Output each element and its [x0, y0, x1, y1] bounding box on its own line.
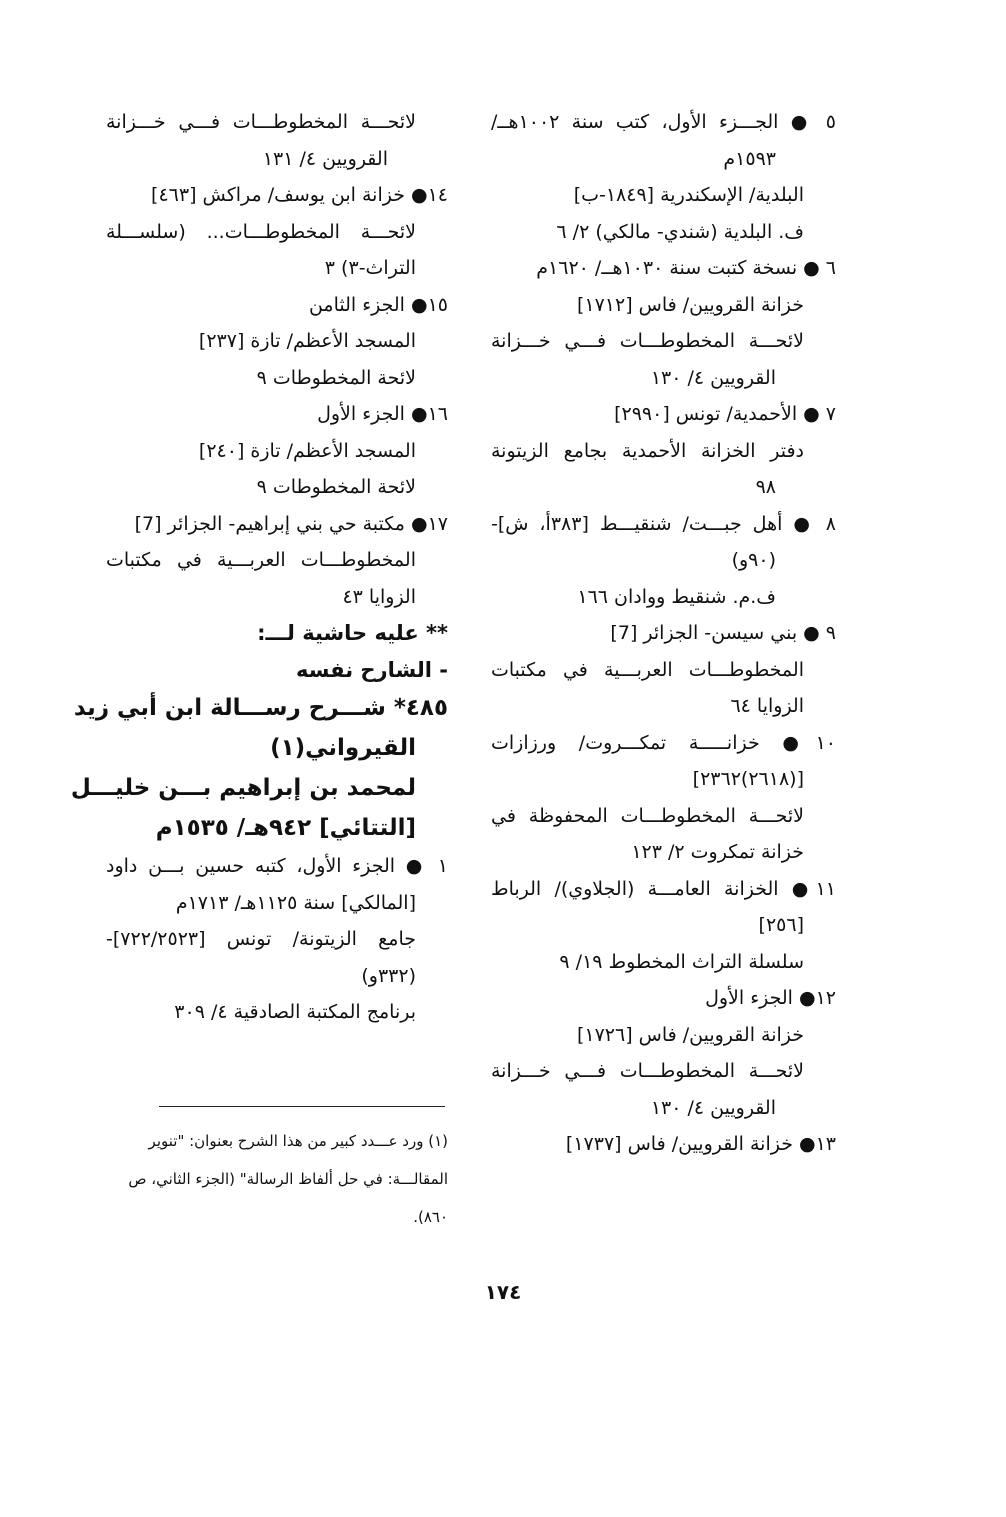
- text-line: (٣٣٢و): [361, 964, 416, 987]
- text-line: المسجد الأعظم/ تازة [٢٤٠]: [198, 439, 416, 462]
- text-line: الزوايا ٤٣: [342, 585, 416, 608]
- text-line: [(٢٦١٨)٢٣٦٢]: [692, 768, 804, 790]
- text-line: (٩٠و): [731, 549, 776, 571]
- text-line: خزانة القرويين/ فاس [١٧١٢]: [576, 293, 804, 316]
- text-line: لائحـــة المخطوطـــات فـــي خـــزانة: [491, 330, 804, 352]
- text-line: [التتائي] ٩٤٢هـ/ ١٥٣٥م: [155, 815, 416, 841]
- text-line: المخطوطـــات العربـــية في مكتبات: [491, 658, 804, 681]
- footnote-line: (١) ورد عـــدد كبير من هذا الشرح بعنوان: "تنوير: [148, 1132, 448, 1150]
- text-line: ف. البلدية (شندي- مالكي) ٢/ ٦: [556, 220, 804, 243]
- text-line: ٥ ● الجـــزء الأول، كتب سنة ١٠٠٢هــ/: [491, 111, 836, 133]
- text-line: [المالكي] سنة ١١٢٥هـ/ ١٧١٣م: [175, 891, 416, 914]
- text-line: ١٦● الجزء الأول: [317, 403, 448, 425]
- footnotes: [103, 1122, 448, 1236]
- text-line: القرويين ٤/ ١٣٠: [650, 1096, 776, 1119]
- footnote-line: ٨٦٠).: [413, 1208, 448, 1226]
- text-line: ٨ ● أهل جبـــت/ شنقيـــط [٣٨٣أ، ش]-: [491, 512, 836, 535]
- right-column: [491, 104, 836, 1163]
- text-line: ١٢● الجزء الأول: [705, 987, 836, 1009]
- text-line: ** عليه حاشية لـــ:: [257, 621, 448, 645]
- text-line: القرويين ٤/ ١٣٠: [650, 366, 776, 389]
- text-line: لمحمد بن إبراهيم بـــن خليـــل: [70, 775, 416, 801]
- text-line: ١٧● مكتبة حي بني إبراهيم- الجزائر [7]: [134, 512, 448, 535]
- text-line: سلسلة التراث المخطوط ١٩/ ٩: [559, 950, 804, 973]
- text-line: المسجد الأعظم/ تازة [٢٣٧]: [198, 330, 416, 352]
- text-line: البلدية/ الإسكندرية [١٨٤٩-ب]: [573, 184, 804, 206]
- text-line: ١١● الخزانة العامـــة (الجلاوي)/ الرباط: [491, 877, 836, 900]
- text-line: ٩٨: [755, 476, 776, 498]
- text-line: الزوايا ٦٤: [730, 695, 804, 717]
- text-line: لائحـــة المخطوطـــات فـــي خـــزانة: [491, 1060, 804, 1082]
- footnote-line: المقالـــة: في حل ألفاظ الرسالة" (الجزء الثاني، ص: [128, 1170, 448, 1188]
- left-column: [70, 104, 448, 1031]
- text-line: لائحـــة المخطوطـــات... (سلســـلة: [106, 220, 416, 243]
- text-line: ١٤● خزانة ابن يوسف/ مراكش [٤٦٣]: [151, 184, 448, 206]
- text-line: لائحـــة المخطوطـــات فـــي خـــزانة: [106, 111, 416, 133]
- text-line: التراث-٣) ٣: [324, 257, 416, 279]
- page-number: ١٧٤: [484, 1280, 522, 1304]
- footnote-divider: [159, 1106, 445, 1107]
- text-line: القرويين ٤/ ١٣١: [262, 147, 388, 170]
- text-line: [٢٥٦]: [758, 914, 804, 936]
- text-line: ف.م. شنقيط ووادان ١٦٦: [577, 585, 776, 608]
- text-line: خزانة القرويين/ فاس [١٧٢٦]: [576, 1023, 804, 1046]
- text-line: لائحة المخطوطات ٩: [256, 366, 416, 389]
- text-line: لائحـــة المخطوطـــات المحفوظة في: [491, 804, 804, 827]
- text-line: المخطوطـــات العربـــية في مكتبات: [106, 549, 416, 571]
- text-line: لائحة المخطوطات ٩: [256, 476, 416, 498]
- text-line: ٧ ● الأحمدية/ تونس [٢٩٩٠]: [614, 403, 836, 425]
- text-line: جامع الزيتونة/ تونس [٧٢٢/٢٥٢٣]-: [106, 928, 416, 950]
- text-line: ٤٨٥* شـــرح رســـالة ابن أبي زيد: [73, 695, 448, 721]
- text-line: القيرواني(١): [270, 735, 416, 761]
- text-line: - الشارح نفسه: [295, 657, 448, 682]
- text-line: ٩ ● بني سيسن- الجزائر [7]: [610, 622, 836, 644]
- text-line: برنامج المكتبة الصادقية ٤/ ٣٠٩: [174, 1001, 416, 1023]
- text-line: ١٥٩٣م: [723, 147, 776, 170]
- text-line: دفتر الخزانة الأحمدية بجامع الزيتونة: [491, 439, 804, 462]
- text-line: ١٠● خزانـــــة تمكـــروت/ ورزازات: [491, 731, 836, 754]
- text-line: ١٥● الجزء الثامن: [308, 293, 448, 316]
- text-line: ٦ ● نسخة كتبت سنة ١٠٣٠هــ/ ١٦٢٠م: [536, 257, 836, 279]
- text-line: ١ ● الجزء الأول، كتبه حسين بـــن داود: [106, 855, 448, 877]
- text-line: ١٣● خزانة القرويين/ فاس [١٧٣٧]: [565, 1133, 836, 1155]
- text-line: خزانة تمكروت ٢/ ١٢٣: [631, 841, 804, 863]
